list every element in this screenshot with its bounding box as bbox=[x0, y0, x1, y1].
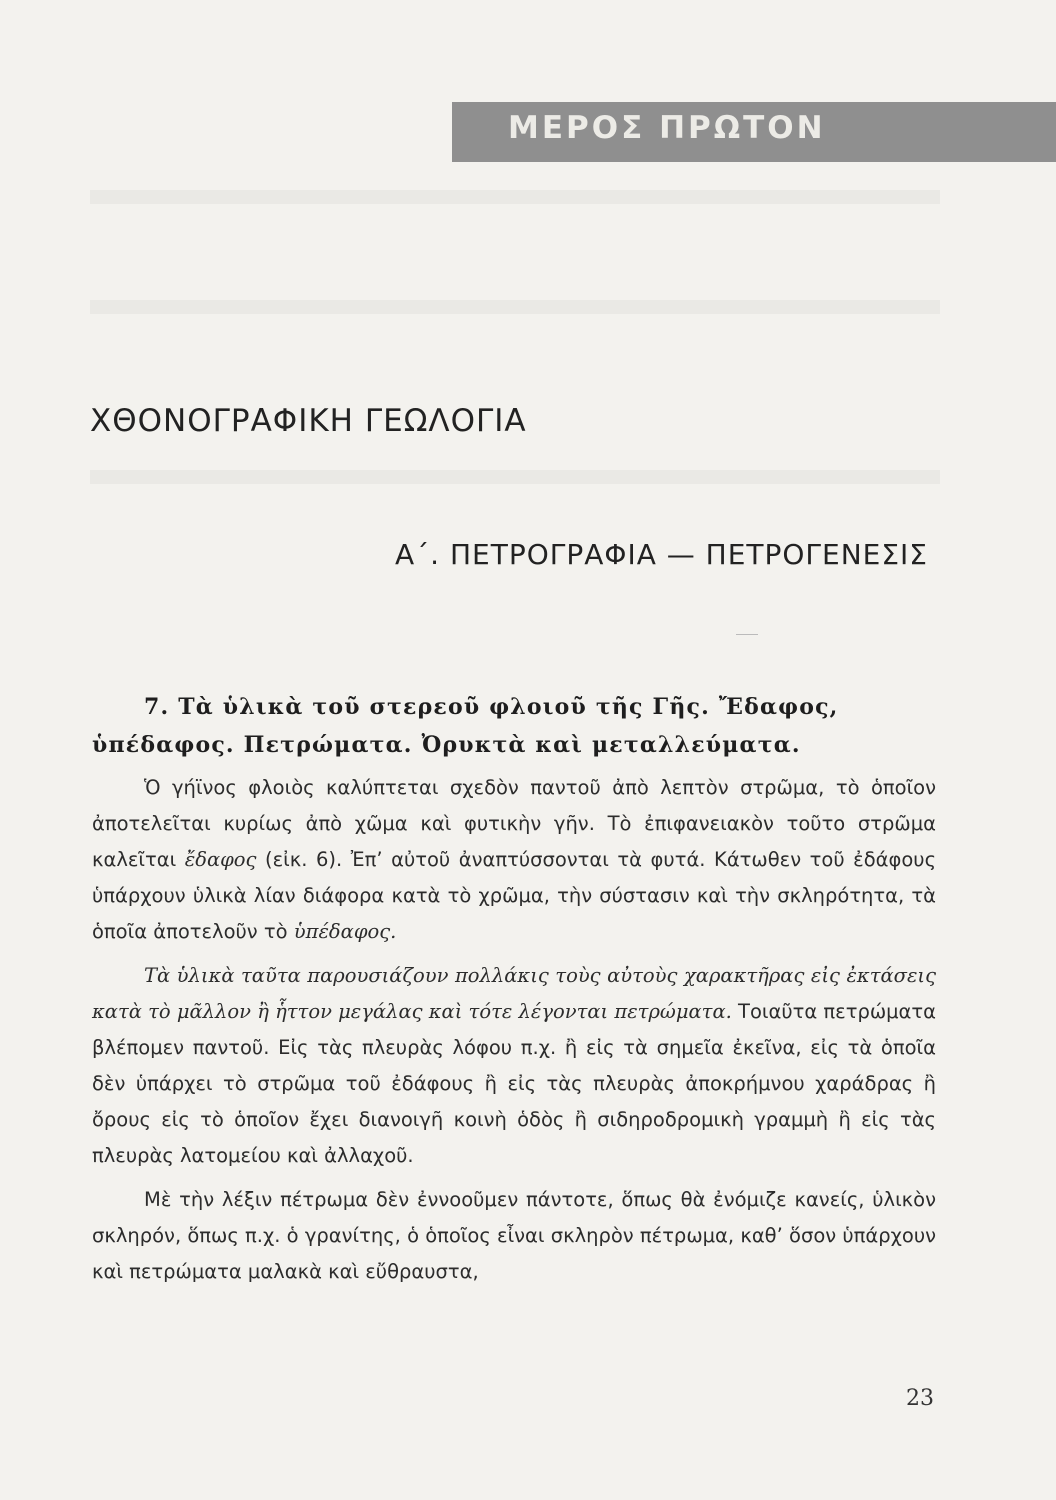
body-text bbox=[92, 770, 936, 1298]
paragraph-text: Μὲ τὴν λέξιν πέτρωμα δὲν ἐννοοῦμεν πάντοτε, ὅπως θὰ ἐνόμιζε κανείς, ὑλικὸν σκληρόν, ὅπως π.χ. ὁ γρανίτης, ὁ ὁποῖος εἶναι σκληρὸν πέτρωμα, καθ’ ὅσον ὑπάρχουν καὶ πετρώματα μαλακὰ καὶ εὔθραυστα, bbox=[92, 1188, 936, 1283]
bleed-through bbox=[90, 300, 940, 314]
paragraph bbox=[92, 958, 936, 1174]
paragraph-text: Ὁ γήϊνος φλοιὸς καλύπτεται σχεδὸν παντοῦ ἀπὸ λεπτὸν στρῶμα, τὸ ὁποῖον ἀποτελεῖται κυρίως ἀπὸ χῶμα καὶ φυτικὴν γῆν. Τὸ ἐπιφανειακὸν τοῦτο στρῶμα καλεῖται bbox=[92, 776, 936, 871]
bleed-through bbox=[90, 470, 940, 484]
term-ypedafos: ὑπέδαφος. bbox=[293, 920, 397, 943]
section-heading-text: 7. Τὰ ὑλικὰ τοῦ στερεοῦ φλοιοῦ τῆς Γῆς. Ἔδαφος, ὑπέδαφος. Πετρώματα. Ὀρυκτὰ καὶ μεταλλεύματα. bbox=[92, 694, 839, 758]
paragraph-text: Τοιαῦτα πετρώματα βλέπομεν παντοῦ. Εἰς τὰς πλευρὰς λόφου π.χ. ἢ εἰς τὰ σημεῖα ἐκεῖνα, εἰς τὰ ὁποῖα δὲν ὑπάρχει τὸ στρῶμα τοῦ ἐδάφους ἢ εἰς τὰς πλευρὰς ἀποκρήμνου χαράδρας ἢ ὄρους εἰς τὸ ὁποῖον ἔχει διανοιγῆ κοινὴ ὁδὸς ἢ σιδηροδρομικὴ γραμμὴ ἢ εἰς τὰς πλευρὰς λατομείου καὶ ἀλλαχοῦ. bbox=[92, 1000, 937, 1167]
divider bbox=[736, 634, 758, 635]
book-title: ΧΘΟΝΟΓΡΑΦΙΚΗ ΓΕΩΛΟΓΙΑ bbox=[90, 403, 527, 439]
page-number: 23 bbox=[906, 1386, 934, 1411]
bleed-through bbox=[90, 190, 940, 204]
definition-text: Τὰ ὑλικὰ ταῦτα παρουσιάζουν πολλάκις τοὺς αὐτοὺς χαρακτῆρας εἰς ἐκτάσεις κατὰ τὸ μᾶλλον ἢ ἧττον μεγάλας καὶ τότε λέγονται πετρώματα. bbox=[92, 964, 936, 1023]
paragraph bbox=[92, 1182, 936, 1290]
part-banner bbox=[452, 102, 1056, 162]
paragraph-text: (εἰκ. 6). Ἐπ’ αὐτοῦ ἀναπτύσσονται τὰ φυτά. Κάτωθεν τοῦ ἐδάφους ὑπάρχουν ὑλικὰ λίαν διάφορα κατὰ τὸ χρῶμα, τὴν σύστασιν καὶ τὴν σκληρότητα, τὰ ὁποῖα ἀποτελοῦν τὸ bbox=[92, 848, 937, 943]
paragraph bbox=[92, 770, 936, 950]
part-banner-label: ΜΕΡΟΣ ΠΡΩΤΟΝ bbox=[508, 110, 826, 146]
section-heading bbox=[92, 688, 936, 764]
term-edafos: ἔδαφος bbox=[184, 848, 257, 871]
chapter-title: Α΄. ΠΕΤΡΟΓΡΑΦΙΑ — ΠΕΤΡΟΓΕΝΕΣΙΣ bbox=[395, 538, 928, 571]
